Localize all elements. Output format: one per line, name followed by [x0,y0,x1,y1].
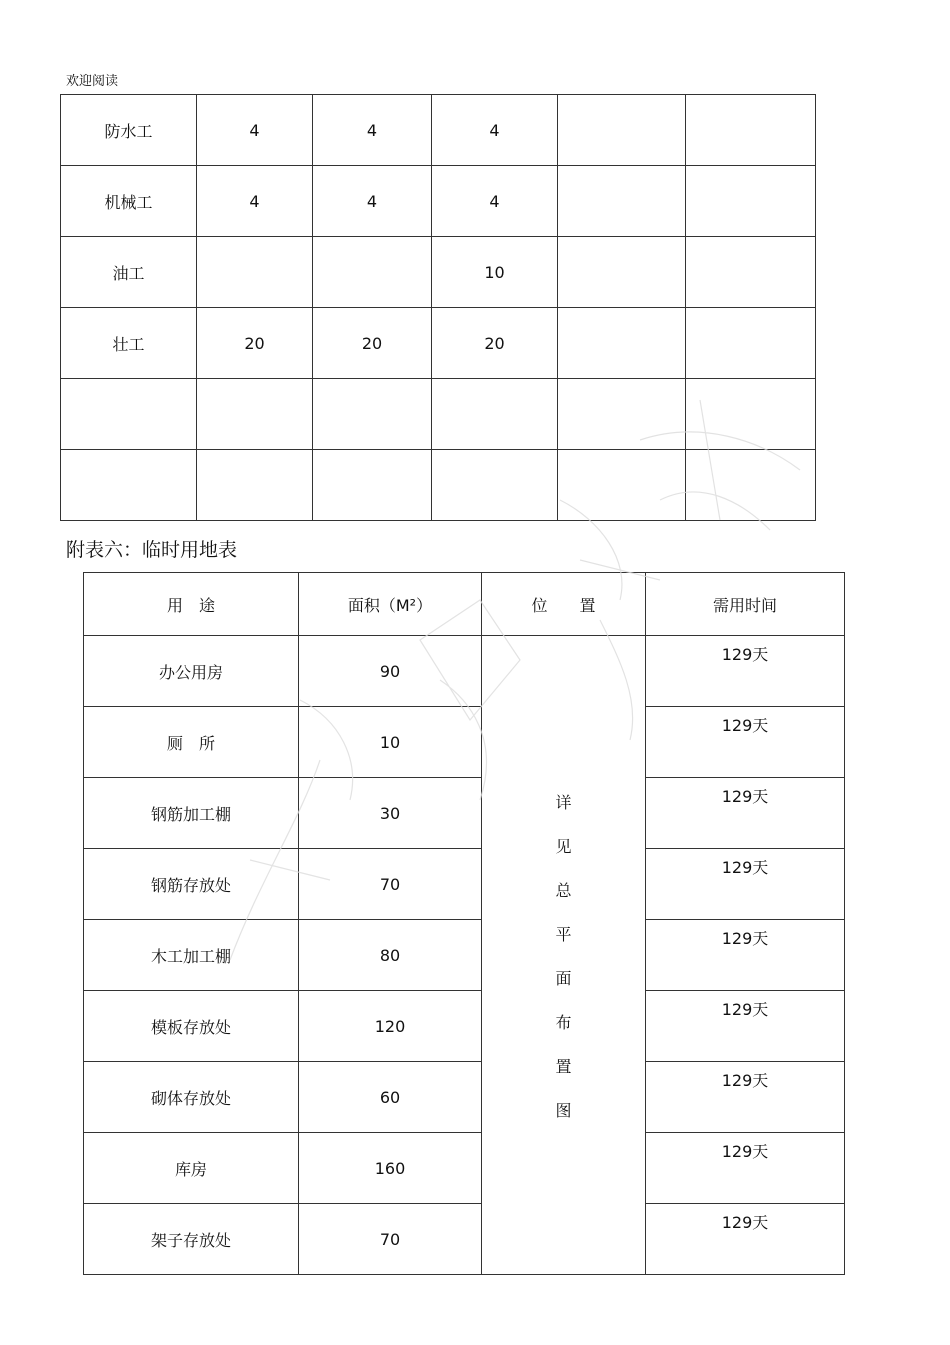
table-cell [313,450,432,521]
table-row [84,1204,845,1275]
table-cell [558,95,686,166]
area-cell: 160 [299,1133,482,1204]
use-cell: 架子存放处 [84,1204,299,1275]
area-cell: 70 [299,1204,482,1275]
table-cell [432,379,558,450]
table-cell [61,450,197,521]
table-row [84,991,845,1062]
location-char: 平 [555,924,572,944]
time-cell: 129天 [646,991,845,1062]
location-char: 面 [555,968,572,988]
table-cell: 4 [313,95,432,166]
table-row [84,778,845,849]
time-cell: 129天 [646,1133,845,1204]
area-cell: 80 [299,920,482,991]
use-cell: 砌体存放处 [84,1062,299,1133]
table-cell [558,379,686,450]
use-cell: 钢筋存放处 [84,849,299,920]
table-cell [686,166,816,237]
table-row [61,95,816,166]
use-cell: 模板存放处 [84,991,299,1062]
table-cell [197,450,313,521]
header-location: 位 置 [482,573,646,636]
header-use: 用 途 [84,573,299,636]
use-cell: 库房 [84,1133,299,1204]
table-cell: 4 [432,95,558,166]
table-cell: 20 [432,308,558,379]
table-cell [558,308,686,379]
area-cell: 70 [299,849,482,920]
table-cell: 10 [432,237,558,308]
use-cell: 厕 所 [84,707,299,778]
table-cell: 4 [197,95,313,166]
table-cell [686,379,816,450]
location-char: 详 [555,792,572,812]
table-row [61,237,816,308]
table-row [84,636,845,707]
table-cell: 防水工 [61,95,197,166]
table-cell [313,379,432,450]
time-cell: 129天 [646,1204,845,1275]
table-row [84,920,845,991]
table-header-row [84,573,845,636]
location-char: 布 [555,1012,572,1032]
time-cell: 129天 [646,920,845,991]
time-cell: 129天 [646,636,845,707]
location-vertical-text [482,790,645,1121]
location-cell [482,636,646,1275]
table-cell [61,379,197,450]
table-cell [197,237,313,308]
header-note: 欢迎阅读 [66,74,119,89]
area-cell: 10 [299,707,482,778]
use-cell: 木工加工棚 [84,920,299,991]
table-cell [686,237,816,308]
area-cell: 60 [299,1062,482,1133]
table-row [61,379,816,450]
header-time: 需用时间 [646,573,845,636]
time-cell: 129天 [646,849,845,920]
section-title: 附表六：临时用地表 [66,539,238,561]
table-row [84,1133,845,1204]
location-char: 见 [555,836,572,856]
use-cell: 办公用房 [84,636,299,707]
table-cell [558,237,686,308]
time-cell: 129天 [646,707,845,778]
table-cell [313,237,432,308]
table-cell [197,379,313,450]
table-row [61,166,816,237]
table-cell [558,166,686,237]
time-cell: 129天 [646,778,845,849]
table-row [84,707,845,778]
location-char: 置 [555,1056,572,1076]
table-cell: 20 [197,308,313,379]
table-row [61,450,816,521]
location-char: 图 [555,1100,572,1120]
time-cell: 129天 [646,1062,845,1133]
table-row [61,308,816,379]
table-cell: 机械工 [61,166,197,237]
table-cell: 壮工 [61,308,197,379]
table-cell [432,450,558,521]
header-area: 面积（M²） [299,573,482,636]
area-cell: 120 [299,991,482,1062]
table-row [84,1062,845,1133]
table-cell [686,95,816,166]
table-cell: 4 [432,166,558,237]
table-cell: 20 [313,308,432,379]
table-cell: 4 [197,166,313,237]
area-cell: 30 [299,778,482,849]
land-use-table-body [84,573,845,1275]
table-cell: 油工 [61,237,197,308]
use-cell: 钢筋加工棚 [84,778,299,849]
table-cell [686,450,816,521]
labor-table [60,94,816,521]
table-cell [686,308,816,379]
table-cell [558,450,686,521]
land-use-table [83,572,845,1275]
area-cell: 90 [299,636,482,707]
table-cell: 4 [313,166,432,237]
labor-table-body [61,95,816,521]
location-char: 总 [555,880,572,900]
table-row [84,849,845,920]
